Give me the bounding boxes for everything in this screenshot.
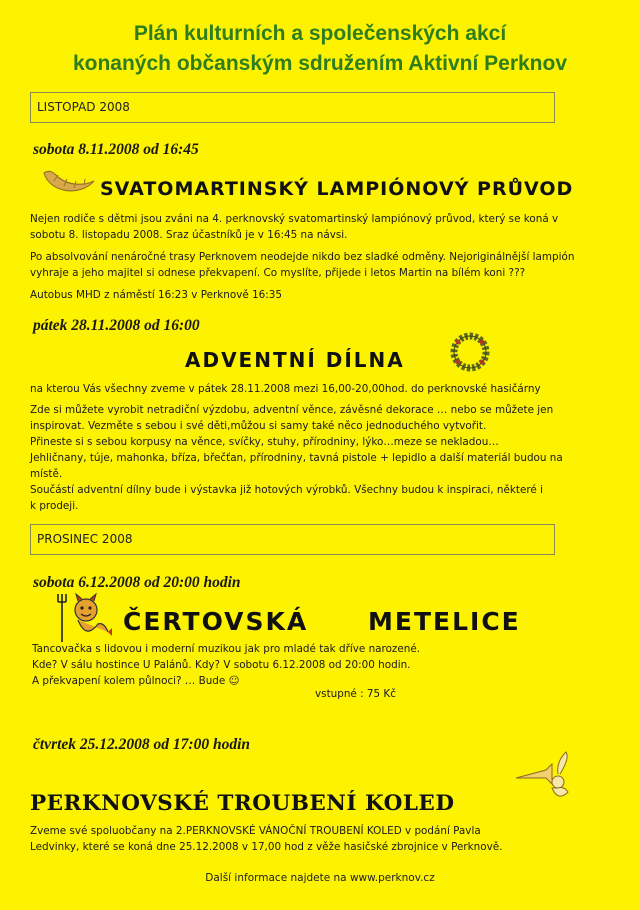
advent-wreath-icon: [448, 330, 492, 374]
admission-price: [315, 686, 515, 702]
footer-info: Další informace najdete na www.perknov.cz: [205, 872, 435, 884]
text-line: Ledvinky, které se koná dne 25.12.2008 v 17,00 hod z věže hasičské zbrojnice v Perknově.: [30, 841, 503, 853]
title-line-2: konaných občanským sdružením Aktivní Perknov: [72, 52, 568, 75]
event-heading-3b: METELICE: [368, 607, 521, 636]
event-date-3: sobota 6.12.2008 od 20:00 hodin: [33, 574, 241, 591]
event-bus-info: [30, 287, 605, 303]
event-heading-3a: ČERTOVSKÁ: [123, 607, 309, 636]
text-line: Jehličnany, túje, mahonka, bříza, břečťan, přírodniny, tavná pistole + lepidlo a další materiál budou na: [30, 452, 563, 464]
event-text-4: [30, 823, 605, 855]
admission-text: vstupné : 75 Kč: [315, 688, 396, 700]
event-text-1: [30, 211, 605, 243]
text-line: Zveme své spoluobčany na 2.PERKNOVSKÉ VÁNOČNÍ TROUBENÍ KOLED v podání Pavla: [30, 825, 481, 837]
text-line: Tancovačka s lidovou i moderní muzikou jak pro mladé tak dříve narozené.: [32, 643, 421, 655]
event-text-2: [30, 381, 605, 397]
text-line: sobotu 8. listopadu 2008. Sraz účastníků je v 16:45 na návsi.: [30, 229, 348, 241]
event-heading-1: SVATOMARTINSKÝ LAMPIÓNOVÝ PRŮVOD: [100, 178, 574, 200]
month-box-november: LISTOPAD 2008: [30, 92, 555, 123]
text-line: místě.: [30, 468, 63, 480]
text-line: inspirovat. Vezměte s sebou i své děti,můžou si samy také něco jednoduchého vytvořit.: [30, 420, 487, 432]
event-text-1b: [30, 249, 605, 281]
event-date-2: pátek 28.11.2008 od 16:00: [33, 317, 200, 334]
event-heading-2: ADVENTNÍ DÍLNA: [185, 348, 405, 372]
text-line: Kde? V sálu hostince U Palánů. Kdy? V sobotu 6.12.2008 od 20:00 hodin.: [32, 659, 411, 671]
text-line: Po absolvování nenáročné trasy Perknovem neodejde nikdo bez sladké odměny. Nejoriginálnější lampión: [30, 251, 575, 263]
event-heading-4: PERKNOVSKÉ TROUBENÍ KOLED: [30, 791, 455, 816]
event-text-2b: [30, 402, 605, 514]
title-line-1: Plán kulturních a společenských akcí: [133, 22, 507, 45]
event-date-1: sobota 8.11.2008 od 16:45: [33, 141, 199, 158]
event-text-3: [32, 641, 607, 689]
text-line: A překvapení kolem půlnoci? … Bude ☺: [32, 675, 240, 687]
text-line: Zde si můžete vyrobit netradiční výzdobu, adventní věnce, závěsné dekorace … nebo se můžete jen: [30, 404, 554, 416]
devil-icon: [52, 592, 116, 644]
month-box-december: PROSINEC 2008: [30, 524, 555, 555]
text-line: na kterou Vás všechny zveme v pátek 28.11.2008 mezi 16,00-20,00hod. do perknovské hasičárny: [30, 383, 541, 395]
text-line: Nejen rodiče s dětmi jsou zváni na 4. perknovský svatomartinský lampiónový průvod, který se koná v: [30, 213, 559, 225]
text-line: Autobus MHD z náměstí 16:23 v Perknově 16:35: [30, 289, 283, 301]
event-date-4: čtvrtek 25.12.2008 od 17:00 hodin: [33, 736, 250, 753]
text-line: Přineste si s sebou korpusy na věnce, svíčky, stuhy, přírodniny, lýko…meze se nekladou…: [30, 436, 499, 448]
text-line: vyhraje a jeho majitel si odnese překvapení. Co myslíte, přijede i letos Martin na bílém koni ???: [30, 267, 526, 279]
croissant-icon: [40, 163, 96, 197]
text-line: Součástí adventní dílny bude i výstavka již hotových výrobků. Všechny budou k inspiraci, některé i: [30, 484, 543, 496]
text-line: k prodeji.: [30, 500, 79, 512]
trumpet-angel-icon: [512, 748, 572, 804]
